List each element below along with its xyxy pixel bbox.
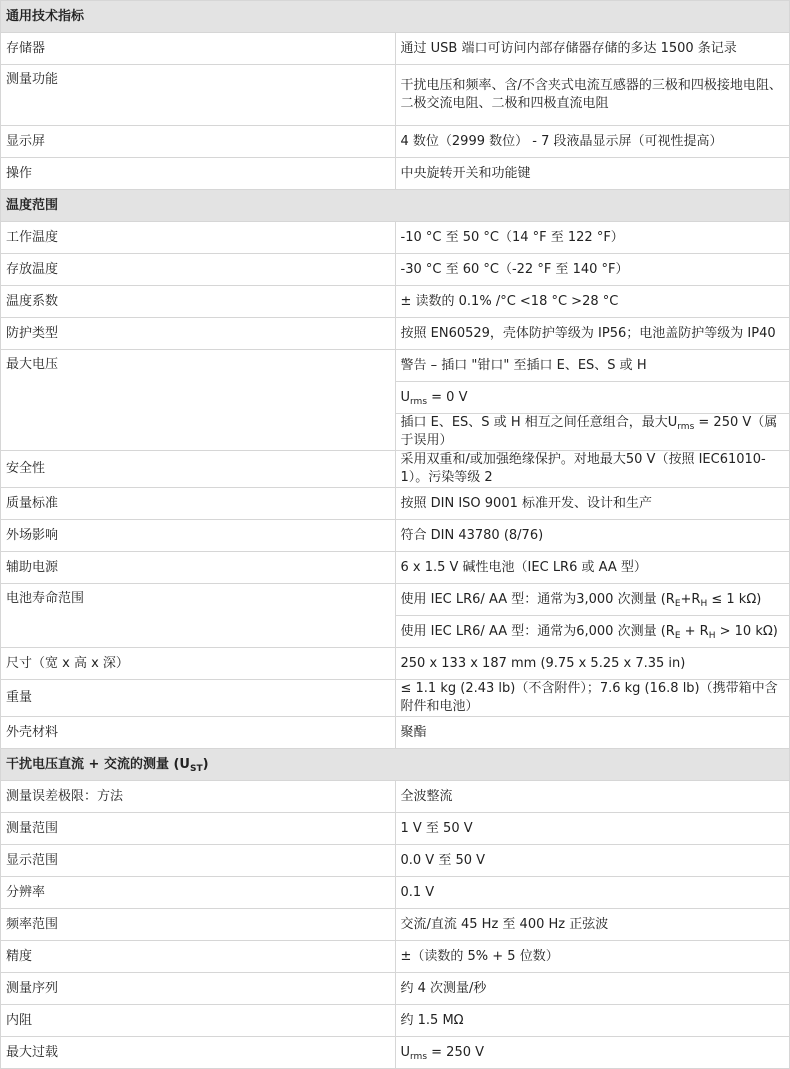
row-value: 250 x 133 x 187 mm (9.75 x 5.25 x 7.35 in) <box>395 648 790 680</box>
row-value: 4 数位（2999 数位） - 7 段液晶显示屏（可视性提高） <box>395 126 790 158</box>
table-row <box>1 451 790 488</box>
row-value <box>395 382 790 414</box>
row-label: 显示范围 <box>1 845 396 877</box>
row-label: 质量标准 <box>1 488 396 520</box>
value-text: ≤ 1 kΩ) <box>707 591 762 607</box>
row-value: -30 °C 至 60 °C（-22 °F 至 140 °F） <box>395 254 790 286</box>
row-value: 约 4 次测量/秒 <box>395 973 790 1005</box>
table-row <box>1 941 790 973</box>
table-row <box>1 350 790 382</box>
section-title-text: 干扰电压直流 + 交流的测量 (U <box>6 756 190 772</box>
value-text: 使用 IEC LR6/ AA 型：通常为6,000 次测量 (R <box>400 623 675 639</box>
row-value <box>395 616 790 648</box>
row-value: 采用双重和/或加强绝缘保护。对地最大50 V（按照 IEC61010-1）。污染等级 2 <box>395 451 790 488</box>
row-label: 内阻 <box>1 1005 396 1037</box>
row-label: 分辨率 <box>1 877 396 909</box>
row-value: 按照 EN60529，壳体防护等级为 IP56；电池盖防护等级为 IP40 <box>395 318 790 350</box>
section-title <box>1 749 790 781</box>
table-row <box>1 1037 790 1069</box>
table-row <box>1 254 790 286</box>
table-row <box>1 813 790 845</box>
table-row <box>1 126 790 158</box>
row-label: 测量功能 <box>1 65 396 126</box>
value-text: > 10 kΩ) <box>715 623 778 639</box>
table-row <box>1 318 790 350</box>
subscript-st: ST <box>189 763 203 774</box>
table-row <box>1 584 790 616</box>
symbol-u: U <box>400 389 411 405</box>
row-label: 测量误差极限：方法 <box>1 781 396 813</box>
section-title-close: ) <box>202 756 209 772</box>
row-label: 温度系数 <box>1 286 396 318</box>
row-label: 重量 <box>1 680 396 717</box>
row-label: 防护类型 <box>1 318 396 350</box>
subscript-e: E <box>674 630 681 641</box>
row-value <box>395 1037 790 1069</box>
table-row <box>1 973 790 1005</box>
table-row <box>1 909 790 941</box>
row-value: 交流/直流 45 Hz 至 400 Hz 正弦波 <box>395 909 790 941</box>
row-value: 警告 – 插口 "钳口" 至插口 E、ES、S 或 H <box>395 350 790 382</box>
table-row <box>1 286 790 318</box>
table-row <box>1 717 790 749</box>
row-value: 6 x 1.5 V 碱性电池（IEC LR6 或 AA 型） <box>395 552 790 584</box>
table-row <box>1 552 790 584</box>
row-label: 操作 <box>1 158 396 190</box>
section-title: 通用技术指标 <box>1 1 790 33</box>
row-value: 符合 DIN 43780 (8/76) <box>395 520 790 552</box>
table-row <box>1 781 790 813</box>
table-row <box>1 520 790 552</box>
row-label: 电池寿命范围 <box>1 584 396 648</box>
row-label: 最大电压 <box>1 350 396 451</box>
table-row <box>1 648 790 680</box>
row-label: 外壳材料 <box>1 717 396 749</box>
row-label: 存放温度 <box>1 254 396 286</box>
row-label: 精度 <box>1 941 396 973</box>
subscript-h: H <box>708 630 716 641</box>
row-label: 外场影响 <box>1 520 396 552</box>
row-value: ± 读数的 0.1% /°C <18 °C >28 °C <box>395 286 790 318</box>
row-label: 安全性 <box>1 451 396 488</box>
row-value: 0.1 V <box>395 877 790 909</box>
symbol-u: U <box>400 1044 411 1060</box>
value-text: = 250 V <box>427 1044 485 1060</box>
subscript-rms: rms <box>410 396 428 407</box>
row-label: 最大过载 <box>1 1037 396 1069</box>
subscript-e: E <box>674 598 681 609</box>
row-label: 显示屏 <box>1 126 396 158</box>
row-label: 辅助电源 <box>1 552 396 584</box>
row-value: 按照 DIN ISO 9001 标准开发、设计和生产 <box>395 488 790 520</box>
section-header-ust <box>1 749 790 781</box>
value-text: 使用 IEC LR6/ AA 型：通常为3,000 次测量 (R <box>400 591 675 607</box>
table-row <box>1 222 790 254</box>
row-value: 1 V 至 50 V <box>395 813 790 845</box>
value-text: = 0 V <box>427 389 468 405</box>
row-label: 尺寸（宽 x 高 x 深） <box>1 648 396 680</box>
section-header-general <box>1 1 790 33</box>
row-value: 干扰电压和频率、含/不含夹式电流互感器的三极和四极接地电阻、二极交流电阻、二极和四极直流电阻 <box>395 65 790 126</box>
value-text: = 250 V（属于误用） <box>400 415 778 448</box>
row-label: 测量序列 <box>1 973 396 1005</box>
table-row <box>1 845 790 877</box>
row-value: 约 1.5 MΩ <box>395 1005 790 1037</box>
row-value <box>395 584 790 616</box>
row-value: ±（读数的 5% + 5 位数） <box>395 941 790 973</box>
section-title: 温度范围 <box>1 190 790 222</box>
row-value <box>395 414 790 451</box>
section-header-temperature <box>1 190 790 222</box>
table-row <box>1 33 790 65</box>
table-row <box>1 65 790 126</box>
value-text: 插口 E、ES、S 或 H 相互之间任意组合，最大U <box>400 415 678 430</box>
row-label: 存储器 <box>1 33 396 65</box>
row-value: 全波整流 <box>395 781 790 813</box>
row-value: 0.0 V 至 50 V <box>395 845 790 877</box>
subscript-rms: rms <box>410 1051 428 1062</box>
row-label: 工作温度 <box>1 222 396 254</box>
row-value: -10 °C 至 50 °C（14 °F 至 122 °F） <box>395 222 790 254</box>
value-text: +R <box>680 591 701 607</box>
row-label: 测量范围 <box>1 813 396 845</box>
table-row <box>1 1005 790 1037</box>
table-row <box>1 158 790 190</box>
table-row <box>1 877 790 909</box>
subscript-rms: rms <box>677 422 695 432</box>
value-text: + R <box>680 623 709 639</box>
row-value: 中央旋转开关和功能键 <box>395 158 790 190</box>
row-label: 频率范围 <box>1 909 396 941</box>
table-row <box>1 488 790 520</box>
row-value: 通过 USB 端口可访问内部存储器存储的多达 1500 条记录 <box>395 33 790 65</box>
row-value: 聚酯 <box>395 717 790 749</box>
subscript-h: H <box>700 598 708 609</box>
table-row <box>1 680 790 717</box>
row-value: ≤ 1.1 kg (2.43 lb)（不含附件）；7.6 kg (16.8 lb)（携带箱中含附件和电池） <box>395 680 790 717</box>
